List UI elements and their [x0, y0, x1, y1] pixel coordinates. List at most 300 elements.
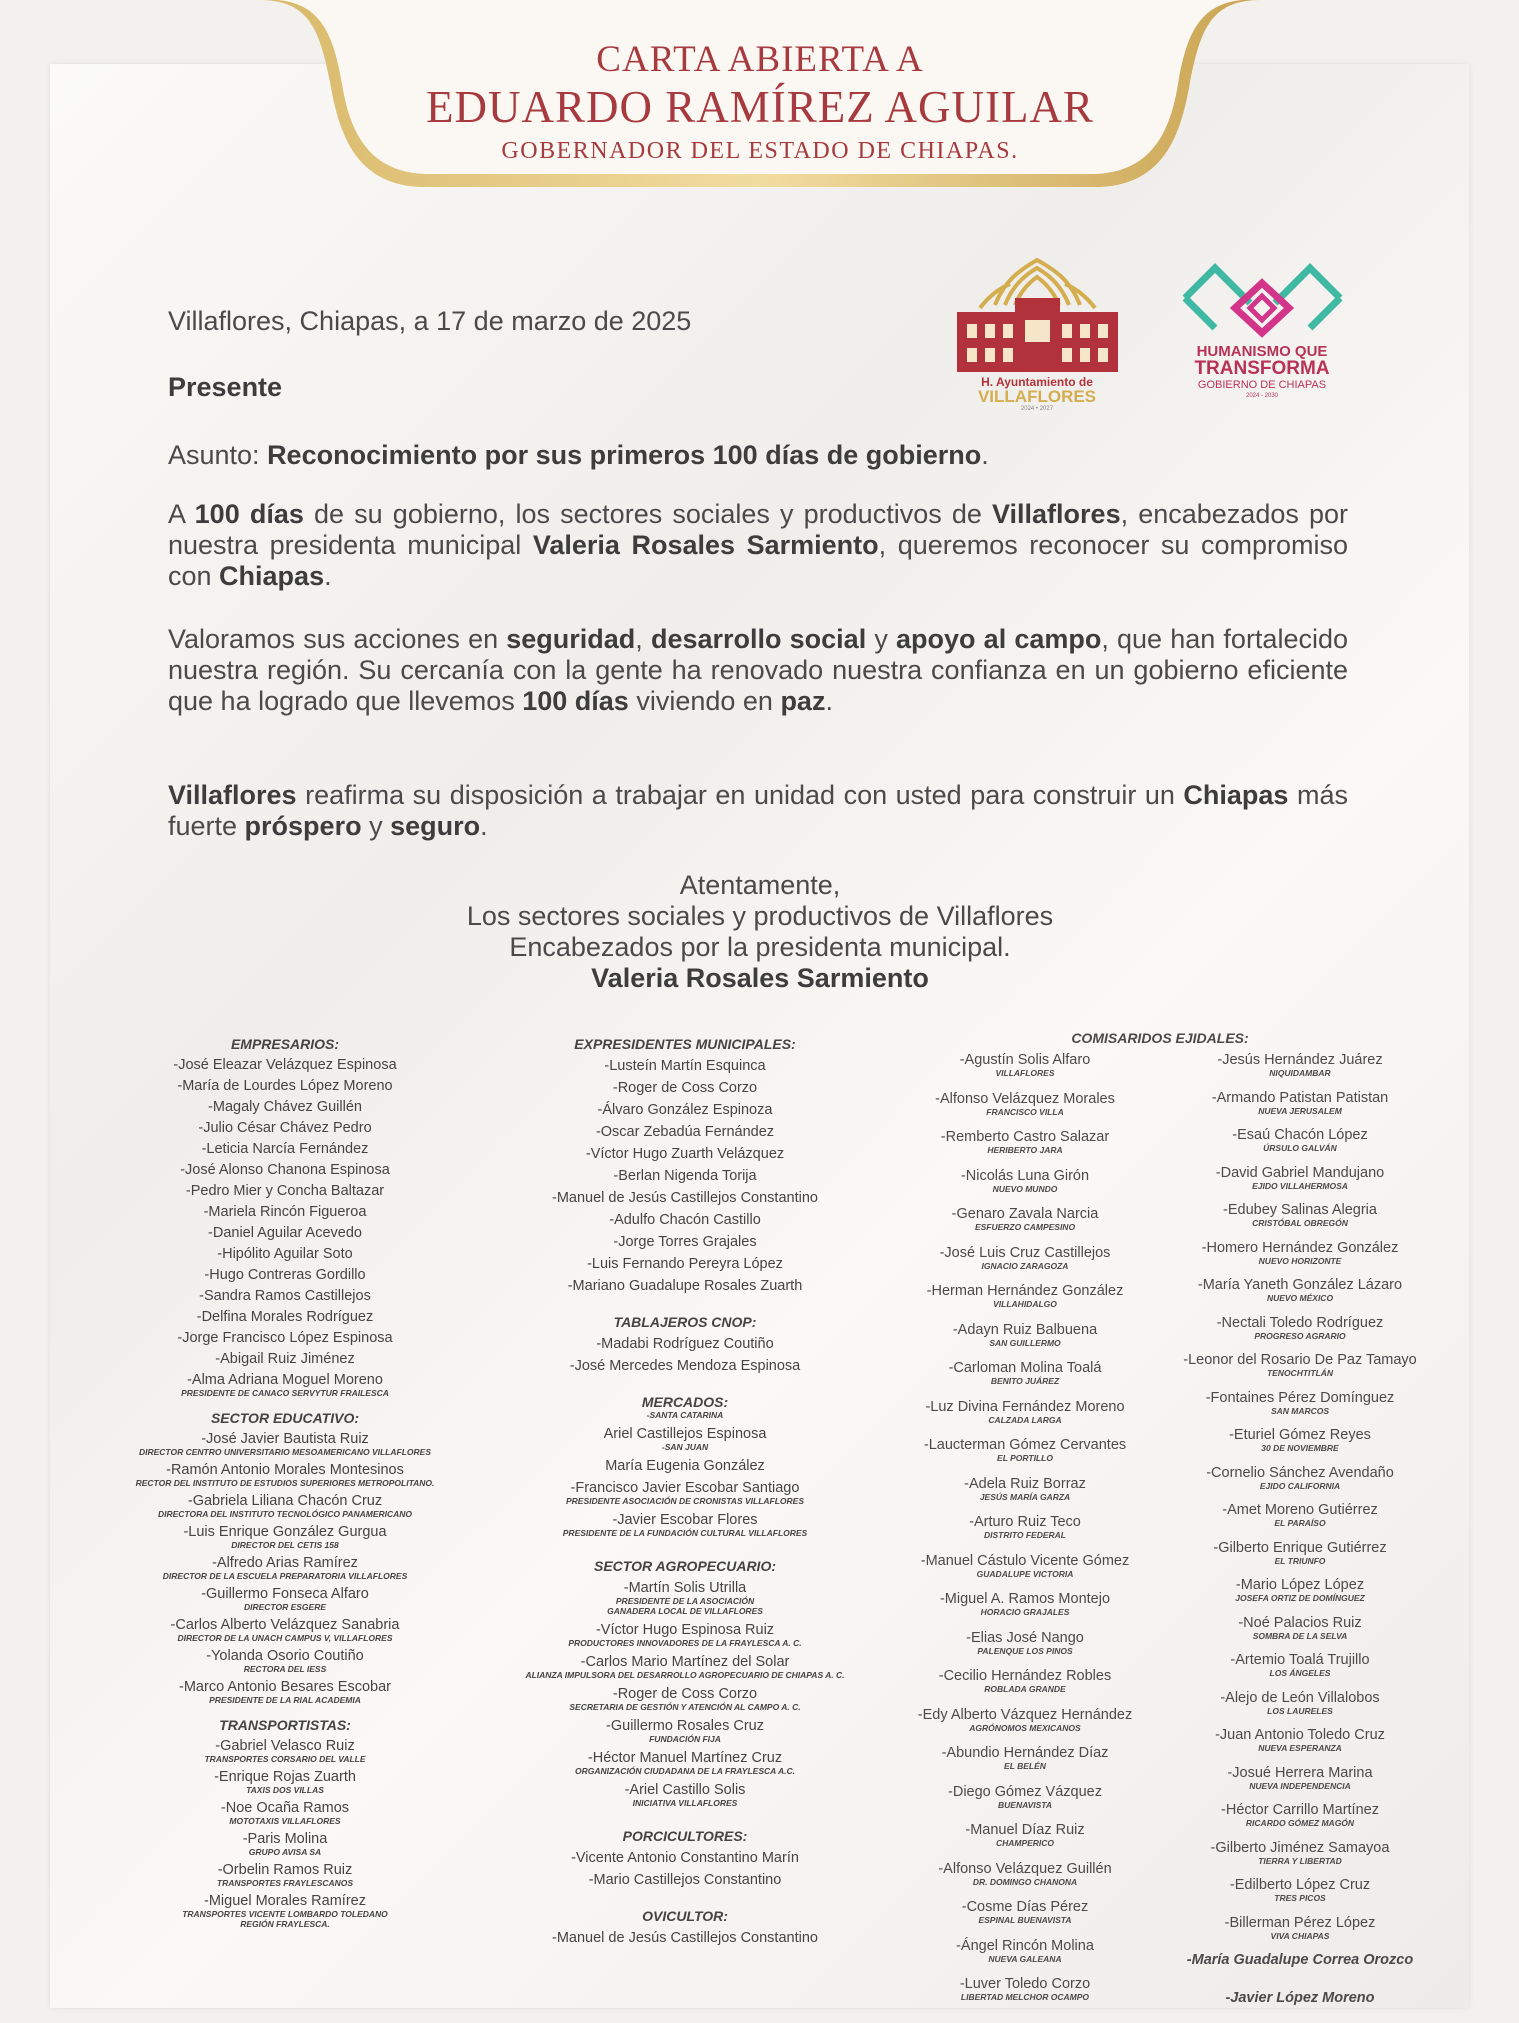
ejido-signatory [890, 1052, 1160, 1078]
signatory-name: -Alma Adriana Moguel Moreno [187, 1372, 383, 1388]
ejido-signatory [890, 1707, 1160, 1733]
ejido-name: VILLAFLORES [995, 1068, 1055, 1078]
ejido-signatory [890, 1283, 1160, 1309]
signatory-affiliation: DIRECTOR DE LA ESCUELA PREPARATORIA VILLAFLORES [162, 1571, 408, 1581]
signatory-name: -Miguel Morales Ramírez [204, 1893, 366, 1909]
signatory-name: -Armando Patistan Patistan [1211, 1089, 1389, 1106]
ejido-name: EL TRIUNFO [1274, 1555, 1326, 1566]
signatory-name: -Mario López López [1235, 1577, 1365, 1593]
ejido-signatory [1165, 1652, 1435, 1678]
ejido-name: ÚRSULO GALVÁN [1263, 1143, 1337, 1153]
ejido-signatory [1165, 1952, 1435, 1968]
signatory-name: -Fontaines Pérez Domínguez [1205, 1389, 1395, 1406]
signatory-name: -Javier López Moreno [1225, 1989, 1375, 2006]
signatory-name: -Nectali Toledo Rodríguez [1216, 1314, 1384, 1331]
signatory-name: -Javier Escobar Flores [612, 1512, 758, 1528]
p1-text: A [168, 499, 195, 529]
signatory-name: -Delfina Morales Rodríguez [196, 1309, 374, 1325]
header-line-1: CARTA ABIERTA A [596, 39, 924, 80]
p3-text: . [480, 811, 488, 841]
villaflores-logo-line1: H. Ayuntamiento de [981, 375, 1093, 389]
closing-signature: Valeria Rosales Sarmiento [591, 963, 929, 993]
signatory-affiliation: DIRECTOR ESGERE [243, 1602, 327, 1612]
ejido-signatory [1165, 1240, 1435, 1266]
ejido-signatory [890, 1899, 1160, 1925]
signatory-name: -Laucterman Gómez Cervantes [923, 1437, 1127, 1453]
ejido-signatory [890, 1861, 1160, 1887]
signatory-affiliation: PRESIDENTE DE LA FUNDACIÓN CULTURAL VILLAFLORES [562, 1528, 808, 1538]
ejido-name: 30 DE NOVIEMBRE [1261, 1443, 1339, 1453]
signatory-name: -Yolanda Osorio Coutiño [206, 1648, 364, 1664]
subject-text: Reconocimiento por sus primeros 100 días de gobierno [267, 440, 982, 470]
signatory-name: -María Yaneth González Lázaro [1197, 1277, 1403, 1293]
signatory-name: -Hipólito Aguilar Soto [217, 1246, 353, 1262]
signatory-name: -Adulfo Chacón Castillo [609, 1212, 761, 1228]
chiapas-logo-line2: TRANSFORMA [1194, 358, 1330, 379]
section-title: TRANSPORTISTAS: [219, 1717, 351, 1733]
signatory-name: -Artemio Toalá Trujillo [1230, 1652, 1370, 1668]
signatory-name: -Abundio Hernández Díaz [941, 1745, 1109, 1761]
ejido-name: CHAMPERICO [995, 1838, 1055, 1848]
ejido-signatory [1165, 1915, 1435, 1941]
signatory-name: -Billerman Pérez López [1224, 1914, 1376, 1931]
ejido-name: LIBERTAD MELCHOR OCAMPO [960, 1992, 1090, 2002]
signatory-name: -Miguel A. Ramos Montejo [939, 1591, 1111, 1607]
ejido-name: IGNACIO ZARAGOZA [981, 1260, 1069, 1271]
ejido-name: JESÚS MARÍA GARZA [979, 1491, 1071, 1502]
ejido-signatory [890, 1591, 1160, 1617]
section-title: EMPRESARIOS: [230, 1036, 340, 1052]
signatory-name: -Cornelio Sánchez Avendaño [1206, 1464, 1394, 1481]
p2-text: , que han fortalecido nuestra región. Su cercanía con la gente ha renovado nuestra confianza en un gobierno eficiente que ha logrado que llevemos [168, 624, 1348, 716]
signatory-affiliation: PRESIDENTE ASOCIACIÓN DE CRONISTAS VILLAFLORES [565, 1496, 805, 1506]
ejido-name: TENOCHTITLÁN [1266, 1368, 1334, 1378]
signatory-name: -José Mercedes Mendoza Espinosa [569, 1358, 801, 1374]
ejido-name: NUEVO HORIZONTE [1258, 1255, 1342, 1266]
signatory-name: -Mario Castillejos Constantino [588, 1872, 782, 1888]
signatory-affiliation: INICIATIVA VILLAFLORES [632, 1798, 738, 1808]
signatory-name: -Esaú Chacón López [1232, 1127, 1368, 1143]
signatory-name: -Edubey Salinas Alegria [1223, 1202, 1377, 1218]
signatory-name: -Arturo Ruiz Teco [969, 1514, 1081, 1530]
ejido-name: CRISTÓBAL OBREGÓN [1252, 1218, 1348, 1228]
section-title: SECTOR AGROPECUARIO: [593, 1558, 776, 1574]
ejido-name: ROBLADA GRANDE [984, 1684, 1066, 1694]
signatory-name: -Sandra Ramos Castillejos [199, 1288, 371, 1304]
signatory-name: -Remberto Castro Salazar [940, 1129, 1110, 1145]
signatory-affiliation: TRANSPORTES CORSARIO DEL VALLE [204, 1754, 366, 1764]
ejido-signatory [890, 1245, 1160, 1271]
paragraph-2 [168, 624, 1348, 717]
ejido-name: NUEVA ESPERANZA [1258, 1743, 1342, 1753]
signatory-name: -Madabi Rodríguez Coutiño [596, 1336, 774, 1352]
ejido-signatory [1165, 1165, 1435, 1191]
ejido-signatory [890, 1553, 1160, 1579]
p3-bold: Chiapas [1183, 780, 1289, 810]
ejido-name: DISTRITO FEDERAL [983, 1530, 1066, 1540]
signatory-name: -Jorge Torres Grajales [613, 1234, 757, 1250]
ejido-signatory [1165, 1802, 1435, 1828]
ejido-name: NUEVA JERUSALEM [1258, 1105, 1342, 1116]
p2-text: Valoramos sus acciones en [168, 624, 507, 654]
ejido-name: NUEVA INDEPENDENCIA [1249, 1780, 1351, 1791]
signatory-affiliation: FUNDACIÓN FIJA [649, 1734, 721, 1744]
p1-text: . [324, 561, 332, 591]
p3-text: reafirma su disposición a trabajar en unidad con usted para construir un [296, 780, 1184, 810]
signatory-name: -Francisco Javier Escobar Santiago [570, 1480, 800, 1496]
signatory-name: -Álvaro González Espinoza [597, 1102, 773, 1118]
villaflores-logo-years: 2024 • 2027 [1020, 406, 1054, 410]
ejido-name: PROGRESO AGRARIO [1254, 1330, 1346, 1341]
ejido-name: LOS ÁNGELES [1269, 1668, 1331, 1678]
ejido-signatory [890, 1630, 1160, 1656]
ejido-name: TIERRA Y LIBERTAD [1258, 1855, 1342, 1866]
signatory-name: -Héctor Manuel Martínez Cruz [587, 1750, 783, 1766]
section-title: OVICULTOR: [642, 1908, 728, 1924]
ejido-signatory [1165, 1390, 1435, 1416]
signatory-affiliation: -SAN JUAN [661, 1442, 709, 1452]
signatory-name: -Genaro Zavala Narcia [951, 1206, 1099, 1222]
signatories-column-1 [80, 1028, 490, 1929]
ejido-name: ESFUERZO CAMPESINO [974, 1222, 1076, 1232]
p1-bold: Chiapas [219, 561, 325, 591]
signatory-name: -Hugo Contreras Gordillo [204, 1267, 366, 1283]
signatory-name: -Gilberto Enrique Gutiérrez [1213, 1539, 1387, 1556]
signatory-name: -Elias José Nango [966, 1629, 1084, 1646]
subject-line: Asunto: Reconocimiento por sus primeros 100 días de gobierno. [168, 440, 989, 470]
ejido-name: NUEVA GALEANA [988, 1953, 1062, 1964]
signatory-affiliation: TAXIS DOS VILLAS [246, 1785, 324, 1795]
signatory-name: -María de Lourdes López Moreno [177, 1078, 393, 1094]
signatory-name: -Luis Fernando Pereyra López [587, 1256, 783, 1272]
signatory-affiliation: RECTORA DEL IESS [243, 1664, 327, 1674]
closing-line-1: Atentamente, [679, 870, 841, 900]
ejido-name: SOMBRA DE LA SELVA [1252, 1630, 1348, 1641]
p3-bold: Villaflores [168, 780, 297, 810]
signatory-name: -Ángel Rincón Molina [956, 1937, 1094, 1954]
signatory-name: -Ramón Antonio Morales Montesinos [166, 1462, 404, 1478]
signatory-name: -Alejo de León Villalobos [1220, 1689, 1380, 1706]
signatory-name: -Noé Palacios Ruiz [1238, 1614, 1362, 1631]
section-title: TABLAJEROS CNOP: [613, 1314, 757, 1330]
signatory-name: -Homero Hernández González [1201, 1239, 1399, 1256]
p1-text: , encabezados por nuestra presidenta municipal [168, 499, 1349, 560]
signatory-affiliation: SECRETARIA DE GESTIÓN Y ATENCIÓN AL CAMPO A. C. [569, 1702, 801, 1712]
signatory-name: -Roger de Coss Corzo [612, 1080, 758, 1096]
signatory-name: -Magaly Chávez Guillén [208, 1099, 362, 1115]
ejido-signatory [1165, 1127, 1435, 1153]
p3-text: más fuerte [168, 780, 1348, 841]
signatory-affiliation: DIRECTOR DEL CETIS 158 [231, 1540, 339, 1550]
ejido-name: GUADALUPE VICTORIA [976, 1568, 1074, 1579]
signatory-name: -Josué Herrera Marina [1227, 1764, 1373, 1781]
signatory-affiliation: REGIÓN FRAYLESCA. [240, 1919, 330, 1929]
signatory-name: -Lusteín Martín Esquinca [604, 1058, 766, 1074]
signatory-affiliation: ORGANIZACIÓN CIUDADANA DE LA FRAYLESCA A.C. [574, 1766, 796, 1776]
p1-text: , queremos reconocer su compromiso con [168, 530, 1349, 591]
ejido-signatory [1165, 1690, 1435, 1716]
signatory-name: -Carlos Mario Martínez del Solar [580, 1654, 790, 1670]
ejido-signatory [890, 1745, 1160, 1771]
signatory-affiliation: PRESIDENTE DE LA RIAL ACADEMIA [209, 1695, 361, 1705]
subject-label: Asunto: [168, 440, 268, 470]
ejido-signatory [890, 1437, 1160, 1463]
ejido-signatory [1165, 1315, 1435, 1341]
header-title [340, 38, 1180, 170]
signatory-name: -Roger de Coss Corzo [612, 1686, 758, 1702]
ejido-name: EJIDO VILLAHERMOSA [1252, 1180, 1348, 1191]
signatory-name: -Herman Hernández González [926, 1283, 1124, 1299]
signatory-name: -Jorge Francisco López Espinosa [177, 1330, 393, 1346]
p3-bold: seguro [390, 811, 481, 841]
ejido-signatory [1165, 1877, 1435, 1903]
signatory-name: -Alfonso Velázquez Morales [935, 1090, 1115, 1107]
ejido-signatory [890, 1938, 1160, 1964]
chiapas-logo-line1: HUMANISMO QUE [1196, 343, 1328, 360]
ejido-name: PALENQUE LOS PINOS [977, 1645, 1073, 1656]
signatory-name: -Eturiel Gómez Reyes [1229, 1427, 1371, 1443]
ejido-signatory [890, 1129, 1160, 1155]
ejido-signatory [1165, 1352, 1435, 1378]
signatory-name: -Carloman Molina Toalá [948, 1360, 1102, 1376]
signatory-name: -Diego Gómez Vázquez [948, 1783, 1102, 1800]
signatory-name: -Berlan Nigenda Torija [613, 1168, 757, 1184]
p3-text: y [361, 811, 391, 841]
ejido-name: EL PARAÍSO [1274, 1518, 1326, 1528]
signatory-name: -Gabriela Liliana Chacón Cruz [187, 1493, 383, 1509]
chiapas-logo-line3: GOBIERNO DE CHIAPAS [1197, 379, 1327, 391]
signatory-name: -José Eleazar Velázquez Espinosa [173, 1057, 397, 1073]
ejido-name: NUEVO MUNDO [992, 1183, 1058, 1194]
signatory-name: -Leonor del Rosario De Paz Tamayo [1183, 1352, 1417, 1368]
section-title: EXPRESIDENTES MUNICIPALES: [574, 1036, 796, 1052]
header-line-3: GOBERNADOR DEL ESTADO DE CHIAPAS. [501, 138, 1019, 164]
signatories-column-2 [455, 1028, 915, 1946]
signatory-name: -Mariela Rincón Figueroa [203, 1204, 367, 1220]
signatory-affiliation: DIRECTOR CENTRO UNIVERSITARIO MESOAMERICANO VILLAFLORES [138, 1447, 431, 1457]
paragraph-1 [168, 499, 1348, 592]
p1-bold: Villaflores [992, 499, 1121, 529]
p2-text: y [866, 624, 897, 654]
signatory-name: -José Alonso Chanona Espinosa [180, 1162, 390, 1178]
signatory-affiliation: TRANSPORTES VICENTE LOMBARDO TOLEDANO [182, 1909, 388, 1919]
ejido-name: TRES PICOS [1274, 1893, 1326, 1903]
signatory-name: -Guillermo Fonseca Alfaro [201, 1586, 369, 1602]
place-date: Villaflores, Chiapas, a 17 de marzo de 2025 [168, 306, 692, 336]
ejido-signatory [1165, 1540, 1435, 1566]
paragraph-3 [168, 780, 1348, 842]
signatory-name: -Abigail Ruiz Jiménez [215, 1351, 355, 1367]
signatory-name: -Gabriel Velasco Ruiz [215, 1738, 355, 1754]
signatory-name: -Paris Molina [242, 1831, 328, 1847]
signatory-name: -Julio César Chávez Pedro [198, 1120, 372, 1136]
ejido-signatory [1165, 1427, 1435, 1453]
ejido-name: ESPINAL BUENAVISTA [978, 1915, 1072, 1925]
ejido-signatory [1165, 1765, 1435, 1791]
signatory-name: -Oscar Zebadúa Fernández [595, 1124, 775, 1140]
ejido-signatory [1165, 1502, 1435, 1528]
ejido-signatory [1165, 1840, 1435, 1866]
ejido-signatory [890, 1822, 1160, 1848]
signatory-name: -Marco Antonio Besares Escobar [179, 1679, 391, 1695]
ejido-name: BUENAVISTA [998, 1799, 1052, 1810]
ejido-signatory [890, 1784, 1160, 1810]
p2-bold: seguridad [506, 624, 636, 654]
signatory-affiliation: -SANTA CATARINA [646, 1410, 724, 1420]
signatory-name: Ariel Castillejos Espinosa [603, 1426, 767, 1442]
signatory-name: -Juan Antonio Toledo Cruz [1215, 1727, 1385, 1743]
signatory-name: -Cecilio Hernández Robles [938, 1668, 1112, 1684]
signatory-name: -Gilberto Jiménez Samayoa [1210, 1839, 1390, 1856]
ejido-signatory [1165, 1727, 1435, 1753]
ejido-signatory [890, 1168, 1160, 1194]
signatory-name: -Noe Ocaña Ramos [220, 1800, 350, 1816]
ejido-name: RICARDO GÓMEZ MAGÓN [1245, 1818, 1355, 1828]
section-title: PORCICULTORES: [622, 1828, 748, 1844]
p2-text: . [825, 686, 833, 716]
ejido-name: SAN GUILLERMO [989, 1337, 1061, 1348]
ejido-name: FRANCISCO VILLA [986, 1106, 1064, 1117]
signatory-name: -Jesús Hernández Juárez [1217, 1052, 1383, 1068]
ejido-signatory [890, 1476, 1160, 1502]
ejido-signatory [1165, 1090, 1435, 1116]
signatory-name: -Luver Toledo Corzo [959, 1976, 1091, 1992]
ejido-signatory [1165, 1990, 1435, 2006]
p2-bold: desarrollo social [650, 624, 867, 654]
signatory-name: -Enrique Rojas Zuarth [214, 1769, 356, 1785]
ejido-name: EL BELÉN [1004, 1761, 1046, 1771]
signatory-name: María Eugenia González [605, 1458, 765, 1474]
signatory-affiliation: RECTOR DEL INSTITUTO DE ESTUDIOS SUPERIORES METROPOLITANO. [135, 1478, 435, 1488]
ejido-signatory [890, 1668, 1160, 1694]
signatory-name: -Martín Solis Utrilla [623, 1580, 747, 1596]
closing-block [240, 870, 1280, 994]
chiapas-logo-years: 2024 - 2030 [1245, 393, 1279, 398]
section-title: MERCADOS: [641, 1394, 729, 1410]
ejido-name: VILLAHIDALGO [993, 1299, 1057, 1309]
p2-text: , [635, 624, 651, 654]
p2-bold: paz [780, 686, 826, 716]
signatory-affiliation: MOTOTAXIS VILLAFLORES [229, 1816, 341, 1826]
ejido-signatory [1165, 1277, 1435, 1303]
signatory-name: -Pedro Mier y Concha Baltazar [185, 1183, 385, 1199]
ejido-signatory [1165, 1615, 1435, 1641]
signatory-name: -Adela Ruiz Borraz [964, 1475, 1086, 1492]
ejido-signatory [890, 1360, 1160, 1386]
ejido-name: BENITO JUÁREZ [990, 1376, 1060, 1386]
ejido-name: EL PORTILLO [997, 1453, 1053, 1463]
signatory-name: -Víctor Hugo Espinosa Ruiz [595, 1622, 775, 1638]
signatory-affiliation: PRODUCTORES INNOVADORES DE LA FRAYLESCA A. C. [568, 1638, 802, 1648]
greeting: Presente [168, 372, 283, 402]
signatory-affiliation: DIRECTOR DE LA UNACH CAMPUS V, VILLAFLORES [177, 1633, 393, 1643]
signatory-name: -Orbelin Ramos Ruiz [217, 1862, 353, 1878]
ejido-name: NIQUIDAMBAR [1269, 1068, 1331, 1078]
signatory-name: -Carlos Alberto Velázquez Sanabria [170, 1617, 400, 1633]
signatory-name: -Ariel Castillo Solis [624, 1782, 746, 1798]
signatory-name: -Vicente Antonio Constantino Marín [571, 1850, 799, 1866]
ejido-name: SAN MARCOS [1270, 1405, 1330, 1416]
signatory-name: -Adayn Ruiz Balbuena [952, 1321, 1098, 1338]
signatory-name: -Alfonso Velázquez Guillén [938, 1860, 1112, 1877]
header-line-2: EDUARDO RAMÍREZ AGUILAR [426, 82, 1094, 132]
p2-bold: apoyo al campo [896, 624, 1102, 654]
signatory-name: -Alfredo Arias Ramírez [212, 1555, 358, 1571]
ejido-signatory [890, 1322, 1160, 1348]
signatory-affiliation: PRESIDENTE DE CANACO SERVYTUR FRAILESCA [181, 1388, 389, 1398]
signatory-name: -Mariano Guadalupe Rosales Zuarth [567, 1278, 803, 1294]
signatory-name: -Cosme Días Pérez [961, 1899, 1089, 1915]
signatory-name: -Nicolás Luna Girón [960, 1167, 1090, 1184]
villaflores-logo-line2: VILLAFLORES [977, 387, 1097, 406]
signatory-affiliation: GANADERA LOCAL DE VILLAFLORES [607, 1606, 763, 1616]
signatory-name: -Amet Moreno Gutiérrez [1222, 1502, 1378, 1518]
ejido-name: LOS LAURELES [1267, 1705, 1333, 1716]
ejido-name: HORACIO GRAJALES [980, 1607, 1070, 1617]
ejido-signatory [1165, 1577, 1435, 1603]
section-title: SECTOR EDUCATIVO: [210, 1410, 360, 1426]
signatory-affiliation: GRUPO AVISA SA [248, 1847, 322, 1857]
signatory-name: -Edilberto López Cruz [1229, 1877, 1371, 1893]
ejido-signatory [890, 1399, 1160, 1425]
signatory-name: -Manuel Díaz Ruiz [965, 1822, 1085, 1838]
ejido-name: JOSEFA ORTIZ DE DOMÍNGUEZ [1235, 1593, 1365, 1603]
signatory-name: -Manuel de Jesús Castillejos Constantino [552, 1930, 818, 1946]
ejido-signatory [890, 1514, 1160, 1540]
signatory-name: -Guillermo Rosales Cruz [606, 1718, 764, 1734]
signatory-name: -Víctor Hugo Zuarth Velázquez [585, 1146, 785, 1162]
closing-line-3: Encabezados por la presidenta municipal. [509, 932, 1011, 962]
p2-text: viviendo en [628, 686, 781, 716]
p2-bold: 100 días [522, 686, 629, 716]
ejido-signatory [1165, 1052, 1435, 1078]
signatory-name: -Luz Divina Fernández Moreno [925, 1398, 1125, 1415]
signatory-affiliation: ALIANZA IMPULSORA DEL DESARROLLO AGROPECUARIO DE CHIAPAS A. C. [525, 1670, 845, 1680]
ejido-signatory [890, 1206, 1160, 1232]
signatory-name: -Edy Alberto Vázquez Hernández [917, 1706, 1133, 1723]
section-title: COMISARIDOS EJIDALES: [1071, 1030, 1249, 1046]
signatory-name: -Manuel Cástulo Vicente Gómez [920, 1552, 1130, 1569]
ejido-signatory [890, 1976, 1160, 2002]
signatory-name: -Agustín Solis Alfaro [959, 1052, 1091, 1068]
signatory-name: -Leticia Narcía Fernández [201, 1141, 369, 1157]
ejido-name: AGRÓNOMOS MEXICANOS [969, 1722, 1081, 1733]
signatory-affiliation: PRESIDENTE DE LA ASOCIACIÓN [615, 1596, 755, 1606]
ejido-signatory [1165, 1202, 1435, 1228]
signatory-name: -María Guadalupe Correa Orozco [1186, 1952, 1414, 1968]
p1-bold: 100 días [194, 499, 304, 529]
ejido-name: EJIDO CALIFORNIA [1259, 1480, 1341, 1491]
ejido-signatory [890, 1091, 1160, 1117]
signatory-name: -David Gabriel Mandujano [1215, 1164, 1385, 1181]
signatory-name: -Manuel de Jesús Castillejos Constantino [552, 1190, 818, 1206]
ejido-name: CALZADA LARGA [988, 1414, 1062, 1425]
signatory-name: -Luis Enrique González Gurgua [183, 1524, 387, 1540]
p1-bold: Valeria Rosales Sarmiento [532, 530, 879, 560]
p1-text: de su gobierno, los sectores sociales y productivos de [303, 499, 993, 529]
closing-line-2: Los sectores sociales y productivos de Villaflores [466, 901, 1054, 931]
signatory-affiliation: TRANSPORTES FRAYLESCANOS [216, 1878, 354, 1888]
ejido-name: HERIBERTO JARA [987, 1145, 1063, 1155]
p3-bold: próspero [244, 811, 362, 841]
ejido-name: DR. DOMINGO CHANONA [972, 1876, 1078, 1887]
ejido-name: NUEVO MÉXICO [1266, 1293, 1334, 1303]
ejido-name: VIVA CHIAPAS [1270, 1930, 1330, 1941]
signatory-affiliation: DIRECTORA DEL INSTITUTO TECNOLÓGICO PANAMERICANO [157, 1509, 413, 1519]
signatory-name: -José Javier Bautista Ruiz [201, 1431, 369, 1447]
signatory-name: -José Luis Cruz Castillejos [939, 1244, 1111, 1261]
signatory-name: -Héctor Carrillo Martínez [1221, 1802, 1379, 1818]
